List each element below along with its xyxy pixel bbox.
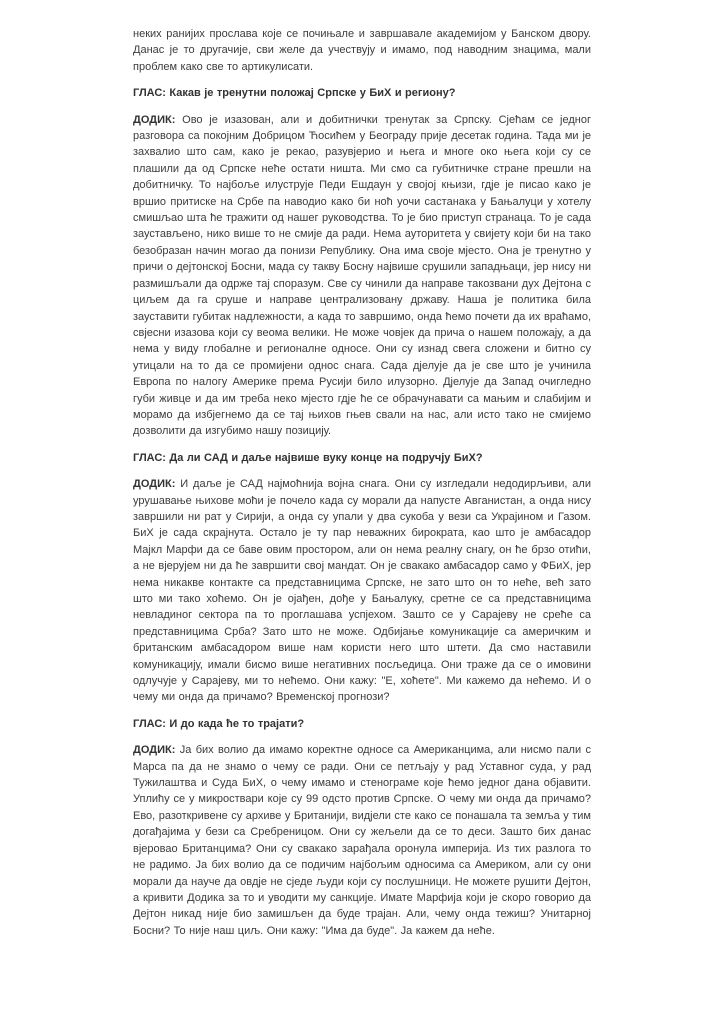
question-text: ГЛАС: Да ли САД и даље највише вуку конце на подручју БиХ? bbox=[133, 451, 483, 464]
interview-question-1 bbox=[133, 85, 591, 101]
interview-answer-3 bbox=[133, 742, 591, 939]
answer-text: И даље је САД најмоћнија војна снага. Они су изгледали недодирљиви, али урушавање њихове моћи је почело када су морали да напусте Авганистан, а онда нису завршили ни рат у Сирији, а онда су упали у два сукоба у вези са Украјином и Газом. БиХ је сада скрајнута. Остало је ту пар неважних бирократа, као што је амбасадор Мајкл Марфи да се баве овим простором, али он нема реалну снагу, он ће брзо отићи, а не вјерујем ни да ће завршити свој мандат. Он је свакако амбасадор само у ФБиХ, јер нема никакве контакте са представницима Српске, не зато што он то неће, већ зато што ми тако хоћемо. Он је ојађен, дође у Бањалуку, сретне се са представницима невладиног сектора па то проглашава успјехом. Зашто се у Сарајеву не среће са представницима Срба? Зато што не може. Одбијање комуникације са америчким и британским амбасадором више нам користи него што штети. Да смо наставили комуникацију, имали бисмо више негативних посљедица. Они траже да се о имовини одлучује у Сарајеву, ми то нећемо. Они кажу: "Е, хоћете". Ми кажемо да нећемо. И о чему ми онда да причамо? Временској прогнози? bbox=[133, 478, 591, 704]
answer-text: Ово је изазован, али и добитнички тренутак за Српску. Сјећам се једног разговора са покојним Добрицом Ћосићем у Београду прије десетак година. Тада ми је захвалио што сам, како је рекао, разувјерио и њега и многе око њега који су се плашили да од Српске неће остати ништа. Ми смо са губитничке стране прешли на добитничку. То најбоље илуструје Педи Ешдаун у својој књизи, гдје је писао како је вршио притиске на Србе па наводио како би ноћ уочи састанака у Бањалуци у хотелу смишљао шта ће тражити од нашег руководства. То је био приступ странаца. То је сада заустављено, нико више то не смије да ради. Нема ауторитета у свијету који би на тако безобразан начин могао да понизи Републику. Она има своје мјесто. Она је тренутно у причи о дејтонској Босни, мада су такву Босну највише срушили западњаци, јер нису ни размишљали да одрже тај споразум. Све су чинили да направе такозвани дух Дејтона с циљем да га сруше и направе централизовану државу. Наша је политика била зауставити губитак надлежности, а када то завршимо, онда ћемо почети да их враћамо, свјесни изазова који су веома велики. Не може човјек да прича о нашем положају, а да нема у виду глобалне и регионалне односе. Они су изнад свега сложени и битно су утицали на то да се промијени однос снага. Сада дјелује да је све што је учинила Европа по налогу Америке према Русији било илузорно. Дјелује да Запад очигледно губи живце и да им треба неко мјесто гдје ће се обрачунавати са мањим и слабијим и морамо да избјегнемо да се тај њихов гњев свали на нас, али исто тако не смијемо дозволити да изгубимо нашу позицију. bbox=[133, 113, 591, 438]
question-text: ГЛАС: И до када ће то трајати? bbox=[133, 717, 305, 730]
question-text: ГЛАС: Какав је тренутни положај Српске у БиХ и региону? bbox=[133, 87, 456, 100]
speaker-label: ДОДИК: bbox=[133, 478, 176, 491]
interview-question-2 bbox=[133, 450, 591, 466]
interview-answer-2 bbox=[133, 476, 591, 706]
interview-question-3 bbox=[133, 716, 591, 732]
speaker-label: ДОДИК: bbox=[133, 113, 176, 126]
speaker-label: ДОДИК: bbox=[133, 744, 176, 757]
lead-paragraph: неких ранијих прослава које се почињале и завршавале академијом у Банском двору. Данас је то другачије, сви желе да учествују и имамо, под наводним знацима, мали проблем како све то артикулисати. bbox=[133, 28, 591, 73]
interview-answer-1 bbox=[133, 112, 591, 440]
answer-text: Ја бих волио да имамо коректне односе са Американцима, али нисмо пали с Марса па да не знамо о чему се ради. Они се петљају у рад Уставног суда, у рад Тужилаштва и Суда БиХ, о чему имамо и стенограме које ћемо једног дана објавити. Уплићу се у микроствари које су 99 одсто против Српске. О чему ми онда да причамо? Ево, разоткривене су архиве у Британији, видјели сте како се понашала та земља у тим догађајима у бези са Сребреницом. Они су жељели да се то деси. Зашто бих данас вјеровао Британцима? Они су свакако зарађала оронула империја. Из тих разлога то не радимо. Ја бих волио да се подичим најбољим односима са Америком, али су они морали да науче да овдје не сједе људи који су послушници. Не можете рушити Дејтон, а кривити Додика за то и уводити му санкције. Имате Марфија који је скоро говорио да Дејтон никад није био замишљен да буде трајан. Али, чему онда тежиш? Унитарној Босни? То није наш циљ. Они кажу: "Има да буде". Ја кажем да неће. bbox=[133, 744, 591, 937]
